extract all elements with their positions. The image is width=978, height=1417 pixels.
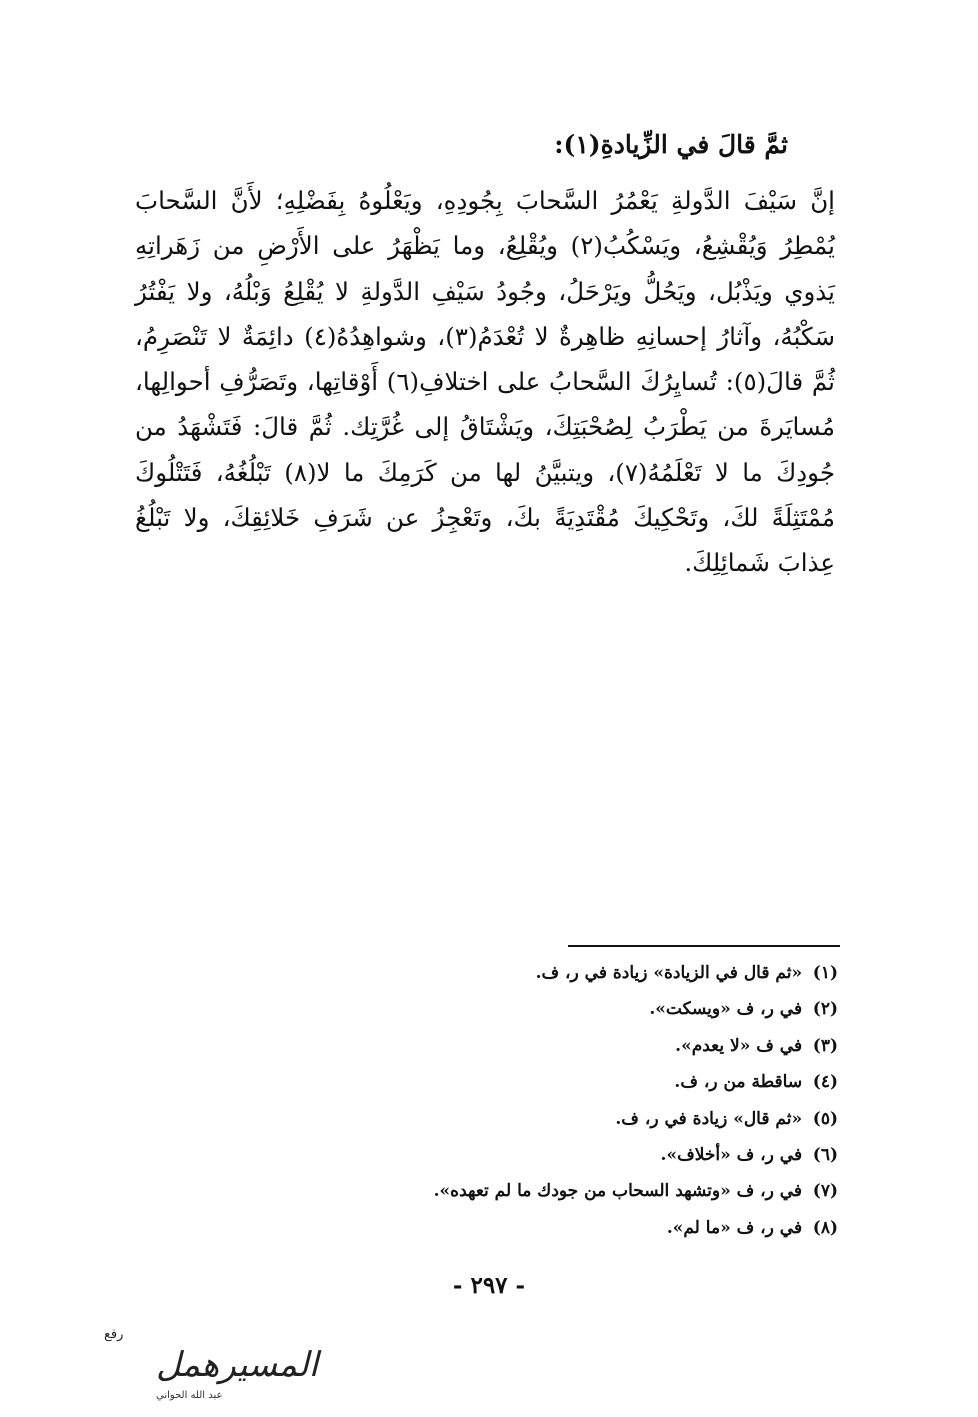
footnote-text: في ر، ف «ويسكت». [649, 999, 803, 1020]
footnote-3 [278, 1028, 838, 1064]
calligraphy-stamp-logo [6, 1318, 319, 1408]
footnote-number: (٤) [812, 1072, 838, 1093]
footnotes [278, 955, 838, 1246]
footnote-number: (١) [812, 963, 838, 983]
footnote-4 [278, 1064, 838, 1100]
stamp-top-text: رفع [104, 1327, 124, 1342]
footnote-number: (٥) [812, 1108, 838, 1129]
footnote-text: في ر، ف «وتشهد السحاب من جودك ما لم تعهده». [433, 1181, 803, 1202]
main-paragraph [135, 178, 835, 586]
footnote-number: (٦) [812, 1145, 838, 1166]
footnote-6 [278, 1137, 838, 1173]
footnote-7 [278, 1173, 838, 1209]
footnote-number: (٨) [812, 1217, 838, 1238]
footnote-text: ساقطة من ر، ف. [674, 1072, 803, 1093]
footnote-text: في ف «لا يعدم». [675, 1035, 803, 1056]
footnote-8 [278, 1210, 838, 1246]
footnote-2 [278, 991, 838, 1027]
paragraph-text: إنَّ سَيْفَ الدَّولةِ يَعْمُرُ السَّحابَ بِجُودِهِ، ويَعْلُوهُ بِفَضْلِهِ؛ لأَنَّ السَّحابَ يُمْطِرُ وَيُقْشِعُ، ويَسْكُبُ(٢) ويُقْلِعُ، وما يَظْهَرُ على الأَرْضِ من زَهَراتِهِ يَذوي ويَذْبُل، ويَحُلُّ ويَرْحَلُ، وجُودُ سَيْفِ الدَّولةِ لا يُقْلِعُ وَبْلُهُ، ولا يَفْتُرُ سَكْبُهُ، وآثارُ إحسانِهِ ظاهِرةٌ لا تُعْدَمُ(٣)، وشواهِدُهُ(٤) دائِمَةٌ لا تَنْصَرِمُ، ثُمَّ قالَ(٥): تُسايِرُكَ السَّحابُ على اختلافِ(٦) أَوْقاتِها، وتَصَرُّفِ أحوالِها، مُسايَرةَ من يَطْرَبُ لِصُحْبَتِكَ، ويَشْتَاقُ إلى غُرَّتِك. ثُمَّ قالَ: فَتَشْهَدُ من جُودِكَ ما لا تَعْلَمُهُ(٧)، ويتبيَّنُ لها من كَرَمِكَ ما لا(٨) تَبْلُغُهُ، فَتَتْلُوكَ مُمْتَثِلَةً لكَ، وتَحْكِيكَ مُقْتَدِيَةً بكَ، وتَعْجِزُ عن شَرَفِ خَلائِقِكَ، ولا تَبْلُغُ عِذابَ شَمائِلِكَ. [135, 186, 836, 578]
footnote-number: (٧) [812, 1181, 838, 1202]
footnote-text: في ر، ف «ما لم». [666, 1217, 803, 1238]
stamp-sub-text: عبد الله الحواني [156, 1390, 223, 1401]
footnote-number: (٣) [812, 1035, 838, 1056]
footnote-text: في ر، ف «أخلاف». [660, 1145, 803, 1166]
footnote-1 [278, 955, 838, 991]
footnote-5 [278, 1101, 838, 1137]
footnote-divider [568, 945, 840, 947]
page-number: - ٢٩٧ - [452, 1272, 526, 1299]
stamp-main-text: المسيرهمل [156, 1345, 319, 1385]
footnote-text: «ثم قال» زيادة في ر، ف. [615, 1108, 803, 1129]
footnote-text: «ثم قال في الزيادة» زيادة في ر، ف. [535, 963, 803, 983]
footnote-number: (٢) [812, 999, 838, 1020]
section-heading: ثمَّ قالَ في الزِّيادةِ(١): [554, 130, 788, 159]
